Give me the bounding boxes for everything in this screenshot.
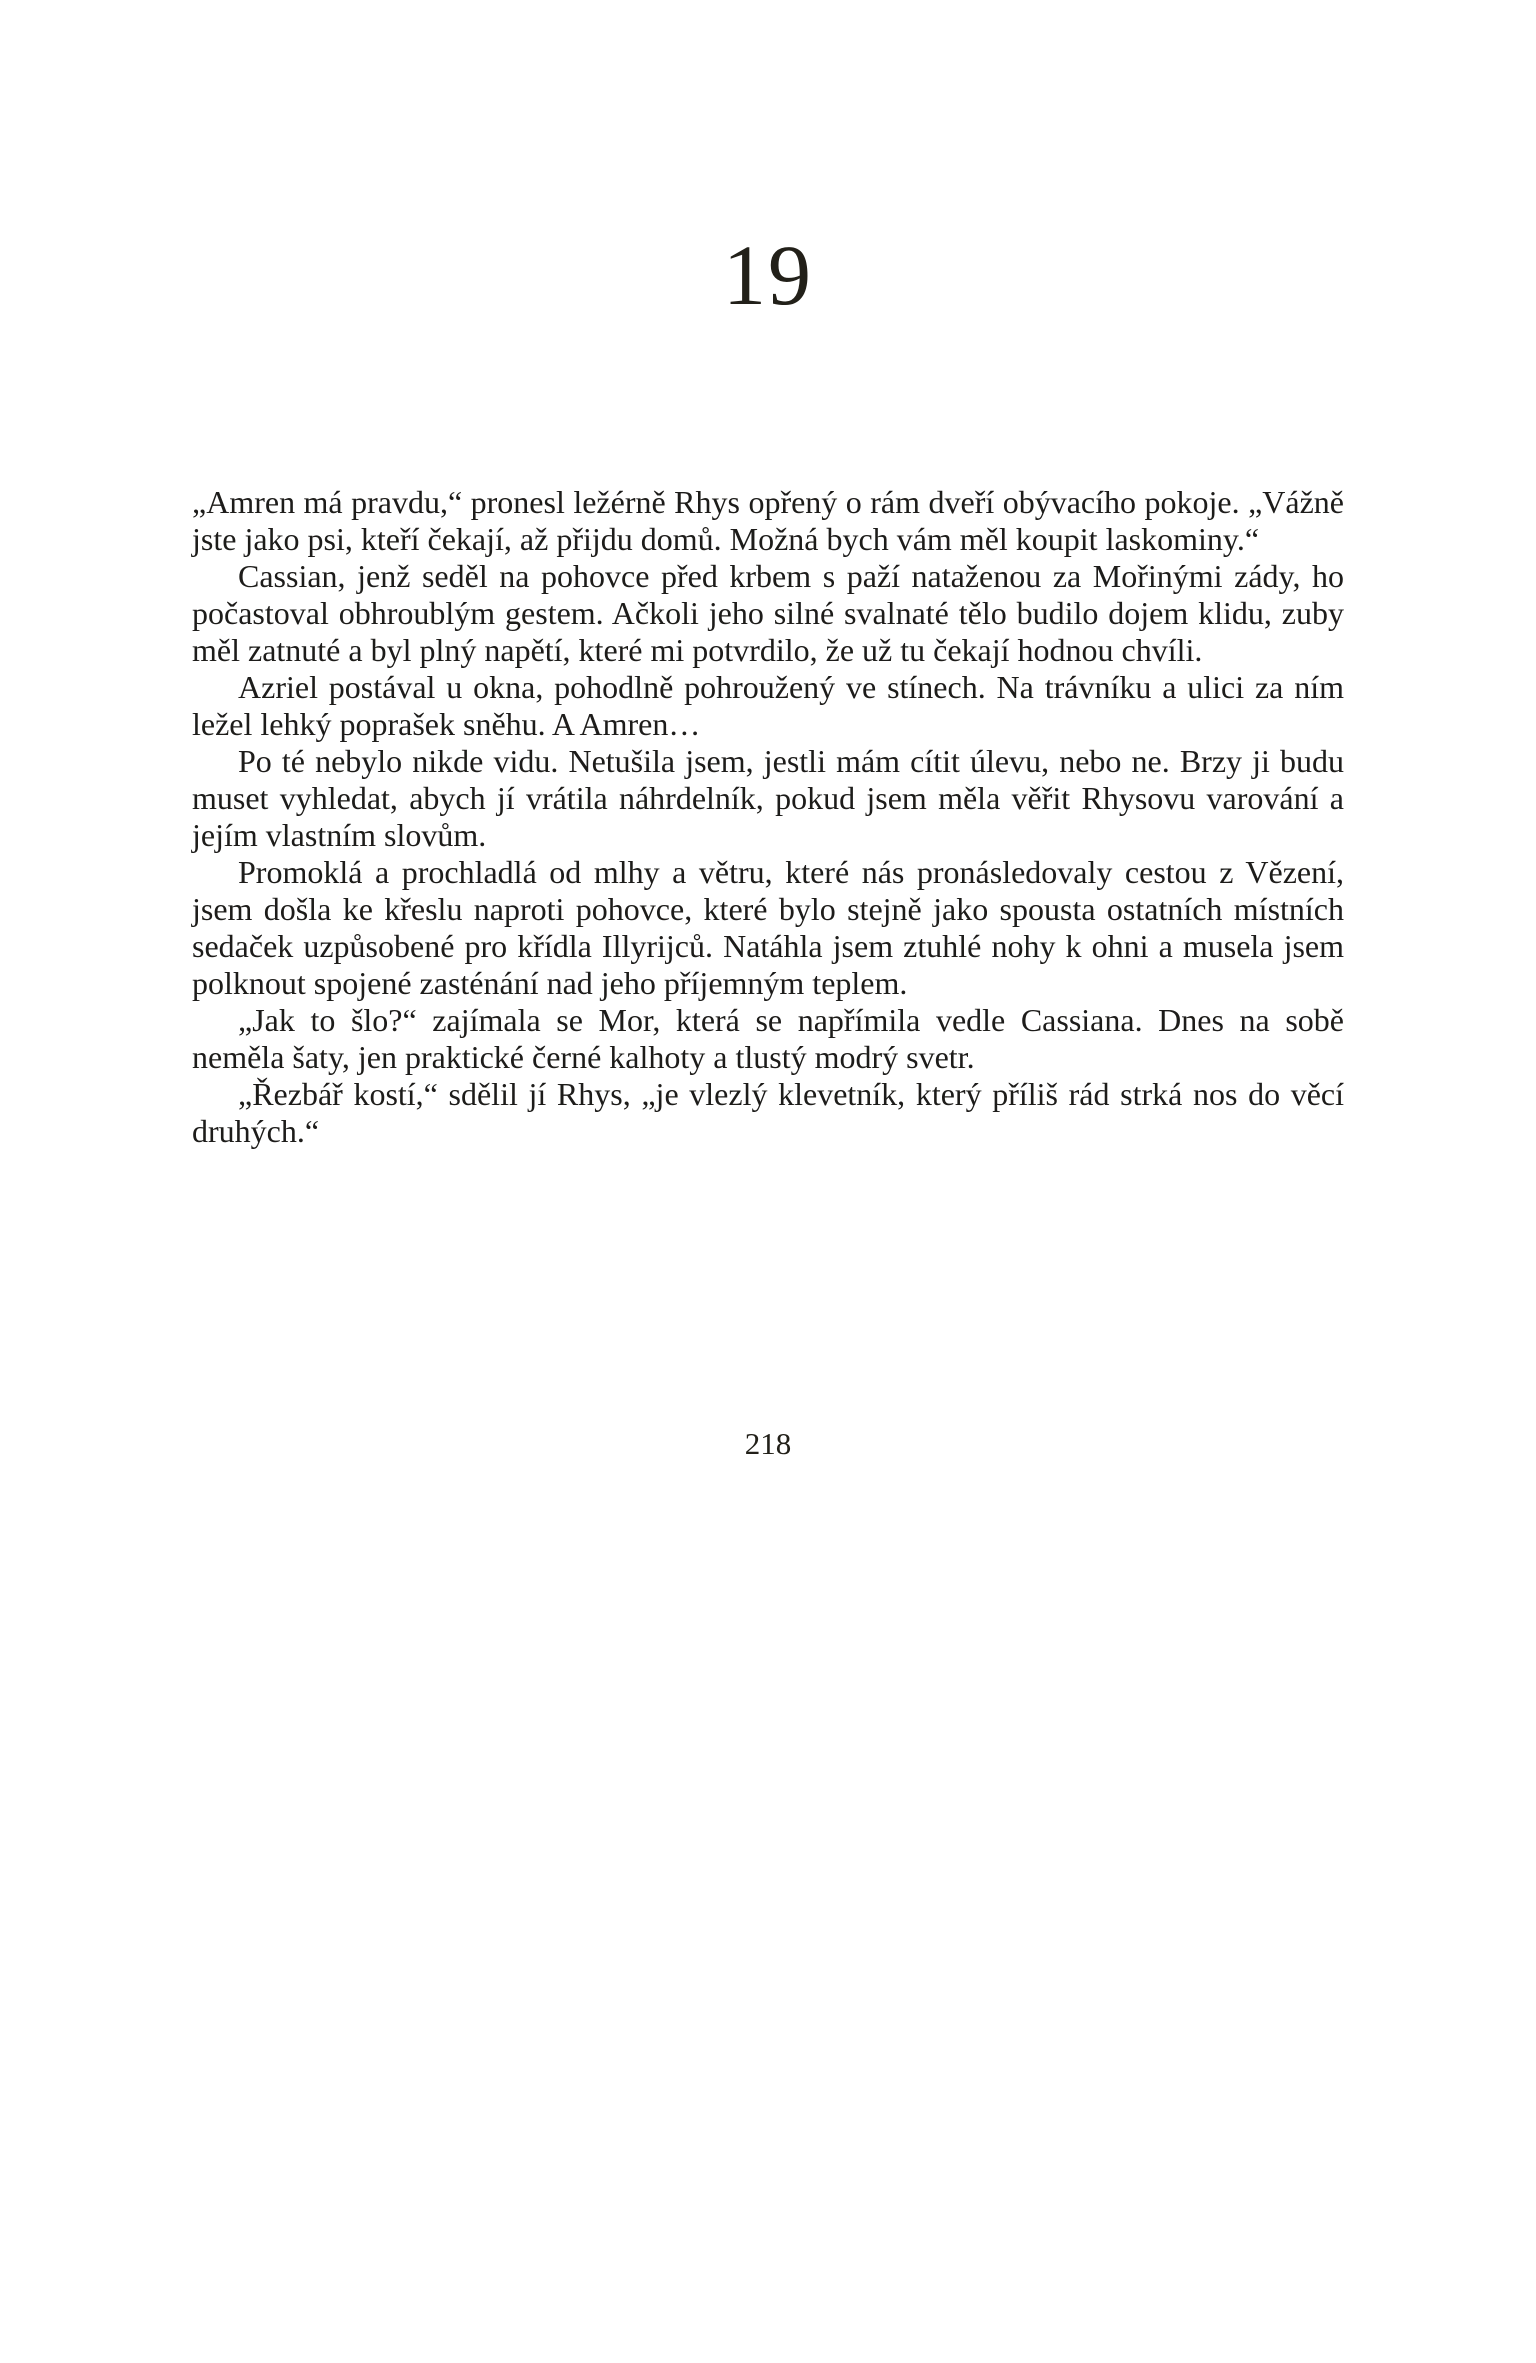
paragraph: Po té nebylo nikde vidu. Netušila jsem, jestli mám cítit úlevu, nebo ne. Brzy ji budu muset vyhledat, abych jí vrátila náhrdelník, pokud jsem měla věřit Rhysovu varování a jejím vlastním slovům. [192,743,1344,853]
paragraph: Promoklá a prochladlá od mlhy a větru, které nás pronásledovaly cestou z Vězení, jsem došla ke křeslu naproti pohovce, které bylo stejně jako spousta ostatních místních sedaček uzpůsobené pro křídla Illyrijců. Natáhla jsem ztuhlé nohy k ohni a musela jsem polknout spojené zasténání nad jeho příjemným teplem. [192,854,1344,1001]
paragraph: Azriel postával u okna, pohodlně pohroužený ve stínech. Na trávníku a ulici za ním ležel lehký poprašek sněhu. A Amren… [192,669,1344,742]
paragraph: „Amren má pravdu,“ pronesl ležérně Rhys opřený o rám dveří obývacího pokoje. „Vážně jste jako psi, kteří čekají, až přijdu domů. Možná bych vám měl koupit laskominy.“ [192,484,1344,557]
paragraph: „Jak to šlo?“ zajímala se Mor, která se napřímila vedle Cassiana. Dnes na sobě neměla šaty, jen praktické černé kalhoty a tlustý modrý svetr. [192,1002,1344,1075]
paragraph: „Řezbář kostí,“ sdělil jí Rhys, „je vlezlý klevetník, který příliš rád strká nos do věcí druhých.“ [192,1076,1344,1149]
paragraph: Cassian, jenž seděl na pohovce před krbem s paží nataženou za Mořinými zády, ho počastoval obhroublým gestem. Ačkoli jeho silné svalnaté tělo budilo dojem klidu, zuby měl zatnuté a byl plný napětí, které mi potvrdilo, že už tu čekají hodnou chvíli. [192,558,1344,668]
page-number: 218 [744,1426,792,1461]
text-block [192,484,1344,1150]
chapter-number: 19 [723,227,813,323]
